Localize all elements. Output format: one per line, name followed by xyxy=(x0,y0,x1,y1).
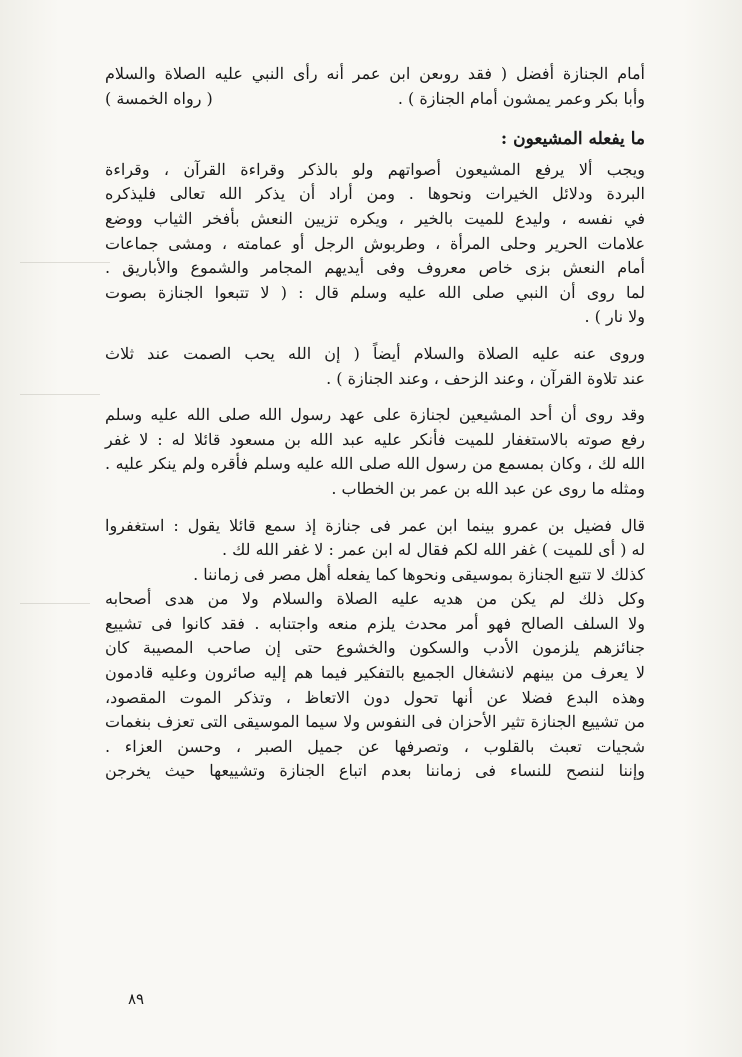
scan-artifact-line xyxy=(20,603,90,604)
text-line: ولا السلف الصالح فهو أمر محدث يلزم منعه واجتنابه . فقد كانوا فى تشييع xyxy=(105,613,645,633)
paragraph xyxy=(105,403,645,501)
text-line: في نفسه ، وليدع للميت بالخير ، ويكره تزيين النعش بأفخر الثياب ووضع xyxy=(105,208,645,228)
paragraph xyxy=(105,281,645,330)
text-line: قال فضيل بن عمرو بينما ابن عمر فى جنازة إذ سمع قائلا يقول : استغفروا xyxy=(105,515,645,535)
text-line: لا يعرف من بينهم لانشغال الجميع بالتفكير فيما هم إليه صائرون وعليه قادمون xyxy=(105,663,645,683)
page-number: ٨٩ xyxy=(128,990,145,1008)
paragraph xyxy=(105,158,645,281)
text-line: لما روى أن النبي صلى الله عليه وسلم قال : ( لا تتبعوا الجنازة بصوت xyxy=(105,282,645,302)
text-line: ولا نار ) . xyxy=(584,307,645,327)
scan-artifact-line xyxy=(20,394,100,395)
text-line: رفع صوته بالاستغفار للميت فأنكر عليه عبد الله بن مسعود قائلا له : لا غفر xyxy=(105,429,645,449)
text-line: شجيات تعبث بالقلوب ، وتصرفها عن جميل الصبر ، وحسن العزاء . xyxy=(105,736,645,756)
text-line: وقد روى أن أحد المشيعين لجنازة على عهد رسول الله صلى الله عليه وسلم xyxy=(105,405,645,425)
paragraph xyxy=(105,587,645,759)
text-line: أمام الجنازة أفضل ( فقد روىعن ابن عمر أنه رأى النبي عليه الصلاة والسلام xyxy=(105,64,645,83)
paragraph xyxy=(105,514,645,563)
paragraph xyxy=(105,563,645,588)
scan-artifact-line xyxy=(20,262,110,263)
section-heading: ما يفعله المشيعون : xyxy=(500,129,645,150)
reference-line xyxy=(105,87,645,112)
text-line: ومثله ما روى عن عبد الله بن عمر بن الخطاب . xyxy=(331,478,645,498)
text-line: له ( أى للميت ) غفر الله لكم فقال له ابن عمر : لا غفر الله لك . xyxy=(221,540,645,560)
text-line: البردة ودلائل الخيرات ونحوها . ومن أراد أن يذكر الله تعالى فليذكره xyxy=(105,184,645,204)
text-line: جنائزهم يلزمون الأدب والسكون والخشوع حتى إن صاحب المصيبة كان xyxy=(105,638,645,658)
text-line: وروى عنه عليه الصلاة والسلام أيضاً ( إن الله يحب الصمت عند ثلاث xyxy=(105,343,645,363)
text-line: كذلك لا تتبع الجنازة بموسيقى ونحوها كما يفعله أهل مصر فى زماننا . xyxy=(193,564,645,584)
text-line: عند تلاوة القرآن ، وعند الزحف ، وعند الجنازة ) . xyxy=(326,368,645,388)
text-line: أمام النعش بزى خاص معروف وفى أيديهم المجامر والشموع والأباريق . xyxy=(105,258,645,278)
paragraph xyxy=(105,759,645,784)
text-line: وكل ذلك لم يكن من هديه عليه الصلاة والسلام ولا من هدى أصحابه xyxy=(105,589,645,609)
text-line: الله لك ، وكان بمسمع من رسول الله صلى الله عليه وسلم فأقره ولم ينكر عليه . xyxy=(105,454,645,474)
text-line: وإننا لننصح للنساء فى زماننا بعدم اتباع الجنازة وتشييعها حيث يخرجن xyxy=(105,761,645,781)
text-line: علامات الحرير وحلى المرأة ، وطربوش الرجل أو عمامته ، ومشى جماعات xyxy=(105,233,645,253)
reference-text: وأبا بكر وعمر يمشون أمام الجنازة ) . xyxy=(397,88,645,108)
attribution: ( رواه الخمسة ) xyxy=(105,88,213,108)
text-line: وهذه البدع فضلا عن أنها تحول دون الاتعاظ ، وتذكر الموت المقصود، xyxy=(105,687,646,707)
body-text xyxy=(105,62,645,784)
text-line: من تشييع الجنازة تثير الأحزان فى النفوس ولا سيما الموسيقى التى تعزف بنغمات xyxy=(105,712,645,732)
paragraph xyxy=(105,342,645,391)
text-line: ويجب ألا يرفع المشيعون أصواتهم ولو بالذكر وقراءة القرآن ، وقراءة xyxy=(105,159,645,179)
